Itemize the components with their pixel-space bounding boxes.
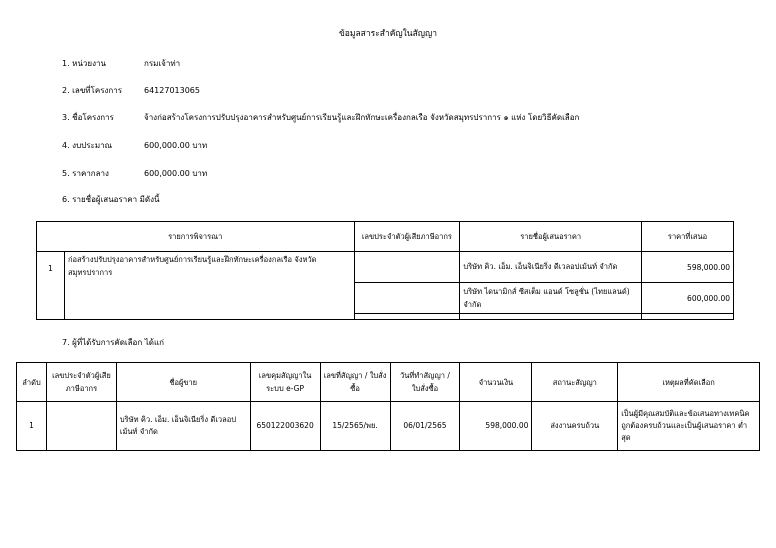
selection-reason: เป็นผู้มีคุณสมบัติและข้อเสนอทางเทคนิคถูกต้องครบถ้วนและเป็นผู้เสนอราคา ต่ำสุด — [618, 402, 760, 451]
col-header: ราคาที่เสนอ — [642, 222, 734, 252]
table-header-row — [37, 222, 734, 252]
contract-number: 15/2565/พย. — [320, 402, 390, 451]
field-value: 600,000.00 บาท — [144, 141, 208, 150]
section-bidders-heading: 6. รายชื่อผู้เสนอราคา มีดังนี้ — [62, 195, 160, 204]
col-header: เหตุผลที่คัดเลือก — [618, 363, 760, 402]
bid-price: 600,000.00 — [642, 283, 734, 314]
field-value: กรมเจ้าท่า — [144, 59, 181, 68]
row-number: 1 — [17, 402, 47, 451]
field-label: 3. ชื่อโครงการ — [62, 113, 114, 122]
empty-cell — [354, 314, 460, 320]
egp-control-number: 650122003620 — [250, 402, 320, 451]
col-header: จำนวนเงิน — [460, 363, 532, 402]
vendor-name: บริษัท คิว. เอ็ม. เอ็นจิเนียริ่ง ดีเวลอปเม้นท์ จำกัด — [116, 402, 250, 451]
item-number: 1 — [37, 252, 65, 320]
field-value: 600,000.00 บาท — [144, 169, 208, 178]
tax-id-cell — [46, 402, 116, 451]
bid-price: 598,000.00 — [642, 252, 734, 283]
field-budget — [62, 140, 207, 152]
field-label: 5. ราคากลาง — [62, 169, 109, 178]
field-median-price — [62, 168, 207, 180]
col-header: เลขที่สัญญา / ใบสั่งซื้อ — [320, 363, 390, 402]
col-header: สถานะสัญญา — [532, 363, 618, 402]
col-header: รายการพิจารณา — [37, 222, 355, 252]
col-header: เลขคุมสัญญาในระบบ e-GP — [250, 363, 320, 402]
field-value: 64127013065 — [144, 86, 200, 95]
item-description: ก่อสร้างปรับปรุงอาคารสำหรับศูนย์การเรียนรู้และฝึกทักษะเครื่องกลเรือ จังหวัดสมุทรปราการ — [64, 252, 354, 320]
field-label: 1. หน่วยงาน — [62, 59, 106, 68]
field-value: จ้างก่อสร้างโครงการปรับปรุงอาคารสำหรับศูนย์การเรียนรู้และฝึกทักษะเครื่องกลเรือ จังหวัดสมุทรปราการ ๑ แห่ง โดยวิธีคัดเลือก — [144, 113, 580, 122]
empty-cell — [460, 314, 642, 320]
field-agency — [62, 58, 180, 70]
section-selected-heading: 7. ผู้ที่ได้รับการคัดเลือก ได้แก่ — [62, 338, 164, 347]
contract-status: ส่งงานครบถ้วน — [532, 402, 618, 451]
field-project-name — [62, 112, 579, 124]
field-label: 2. เลขที่โครงการ — [62, 86, 123, 95]
bidder-name: บริษัท ไดนามิกส์ ซีสเต็ม แอนด์ โซลูชั่น (ไทยแลนด์) จำกัด — [460, 283, 642, 314]
col-header: รายชื่อผู้เสนอราคา — [460, 222, 642, 252]
col-header: เลขประจำตัวผู้เสียภาษีอากร — [46, 363, 116, 402]
table-row — [37, 252, 734, 283]
field-project-number — [62, 85, 200, 97]
selected-vendor-table — [16, 362, 760, 451]
table-header-row — [17, 363, 760, 402]
contract-date: 06/01/2565 — [390, 402, 460, 451]
field-label: 4. งบประมาณ — [62, 141, 113, 150]
col-header: ชื่อผู้ขาย — [116, 363, 250, 402]
col-header: เลขประจำตัวผู้เสียภาษีอากร — [354, 222, 460, 252]
tax-id-cell — [354, 283, 460, 314]
table-row — [17, 402, 760, 451]
document-title: ข้อมูลสาระสำคัญในสัญญา — [338, 29, 438, 39]
contract-amount: 598,000.00 — [460, 402, 532, 451]
tax-id-cell — [354, 252, 460, 283]
bidders-table — [36, 221, 734, 320]
bidder-name: บริษัท คิว. เอ็ม. เอ็นจิเนียริ่ง ดีเวลอปเม้นท์ จำกัด — [460, 252, 642, 283]
col-header: ลำดับ — [17, 363, 47, 402]
empty-cell — [642, 314, 734, 320]
col-header: วันที่ทำสัญญา / ใบสั่งซื้อ — [390, 363, 460, 402]
